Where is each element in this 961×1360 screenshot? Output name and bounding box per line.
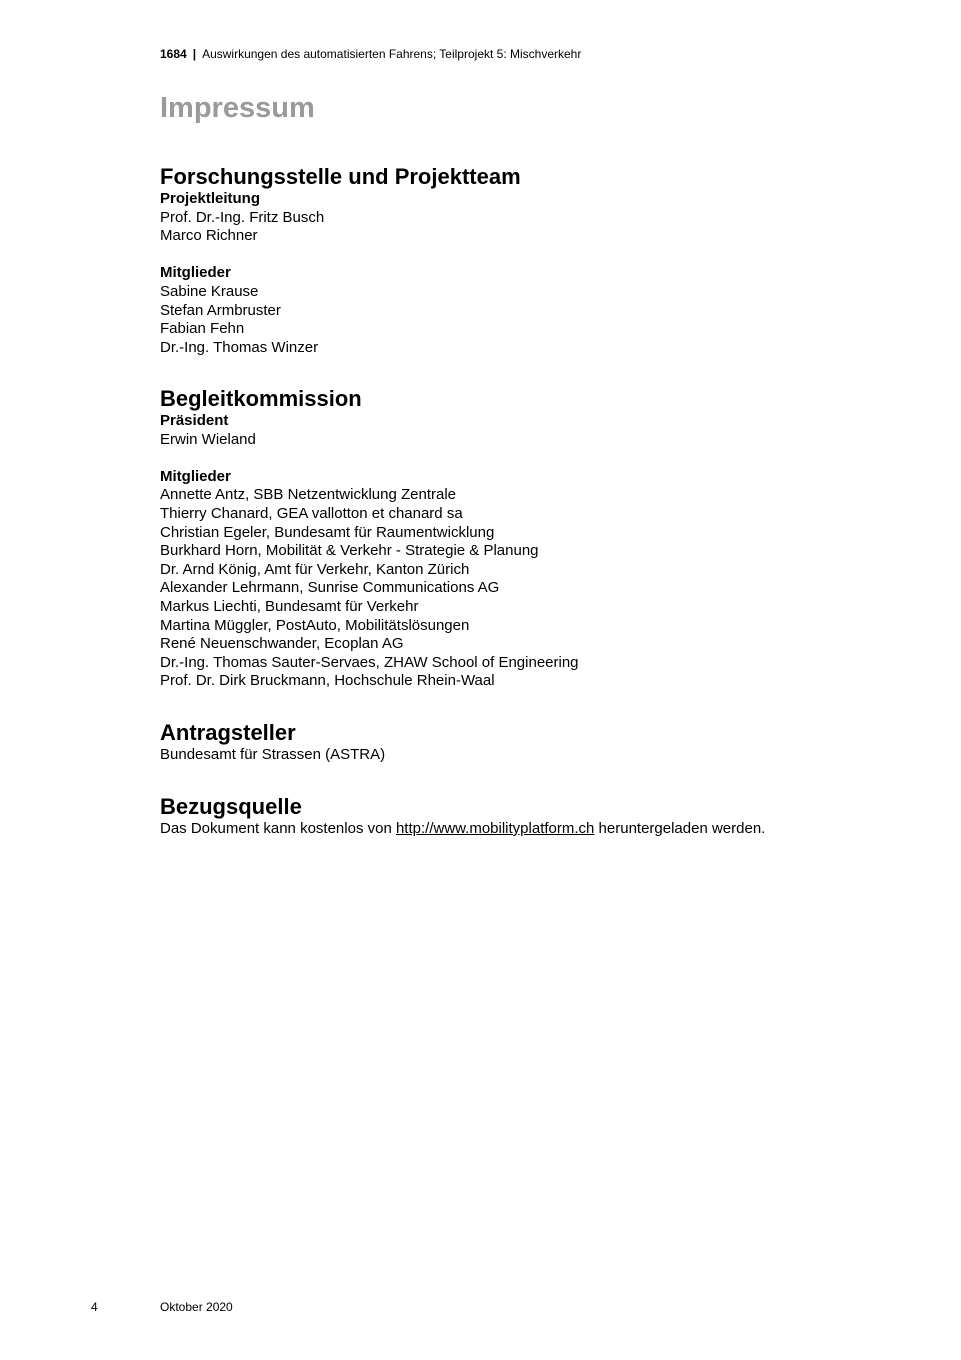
report-title: Auswirkungen des automatisierten Fahrens; Teilprojekt 5: Mischverkehr [202, 47, 582, 61]
section-begleitkommission [160, 386, 579, 691]
member-name: Fabian Fehn [160, 320, 245, 338]
commission-member: Christian Egeler, Bundesamt für Raumentwicklung [160, 523, 495, 541]
lead-name: Marco Richner [160, 227, 258, 245]
label-praesident: Präsident [160, 412, 229, 429]
commission-member: Dr. Arnd König, Amt für Verkehr, Kanton Zürich [160, 560, 470, 578]
bezugsquelle-text-after: heruntergeladen werden. [594, 820, 766, 837]
member-name: Stefan Armbruster [160, 301, 281, 319]
commission-member: Markus Liechti, Bundesamt für Verkehr [160, 597, 419, 615]
running-header [160, 46, 581, 62]
commission-member: Martina Müggler, PostAuto, Mobilitätslösungen [160, 616, 470, 634]
commission-member: Thierry Chanard, GEA vallotton et chanard sa [160, 504, 463, 522]
section-heading-forschungsstelle: Forschungsstelle und Projektteam [160, 164, 521, 189]
commission-member: Alexander Lehrmann, Sunrise Communications AG [160, 579, 500, 597]
president-name: Erwin Wieland [160, 430, 256, 448]
section-forschungsstelle [160, 164, 521, 357]
section-heading-begleitkommission: Begleitkommission [160, 386, 362, 411]
commission-member: Burkhard Horn, Mobilität & Verkehr - Strategie & Planung [160, 542, 539, 560]
commission-member: Prof. Dr. Dirk Bruckmann, Hochschule Rhein-Waal [160, 672, 495, 690]
publication-date: Oktober 2020 [160, 1300, 233, 1314]
page-title: Impressum [160, 92, 315, 124]
commission-member: Annette Antz, SBB Netzentwicklung Zentrale [160, 486, 456, 504]
report-number: 1684 [160, 47, 187, 61]
label-projektleitung: Projektleitung [160, 190, 261, 207]
antragsteller-text: Bundesamt für Strassen (ASTRA) [160, 746, 386, 763]
page-number: 4 [91, 1300, 98, 1314]
member-name: Sabine Krause [160, 282, 259, 300]
section-heading-bezugsquelle: Bezugsquelle [160, 794, 302, 819]
member-name: Dr.-Ing. Thomas Winzer [160, 338, 319, 356]
bezugsquelle-text-before: Das Dokument kann kostenlos von [160, 820, 396, 837]
label-mitglieder: Mitglieder [160, 264, 231, 282]
mobilityplatform-link[interactable]: http://www.mobilityplatform.ch [395, 820, 595, 837]
commission-member: Dr.-Ing. Thomas Sauter-Servaes, ZHAW School of Engineering [160, 653, 579, 671]
commission-member: René Neuenschwander, Ecoplan AG [160, 635, 404, 653]
header-separator: | [192, 47, 197, 61]
section-heading-antragsteller: Antragsteller [160, 720, 296, 745]
section-antragsteller [160, 720, 385, 765]
lead-name: Prof. Dr.-Ing. Fritz Busch [160, 208, 325, 226]
bezugsquelle-text [160, 820, 765, 839]
label-mitglieder: Mitglieder [160, 467, 231, 485]
section-bezugsquelle [160, 794, 765, 839]
